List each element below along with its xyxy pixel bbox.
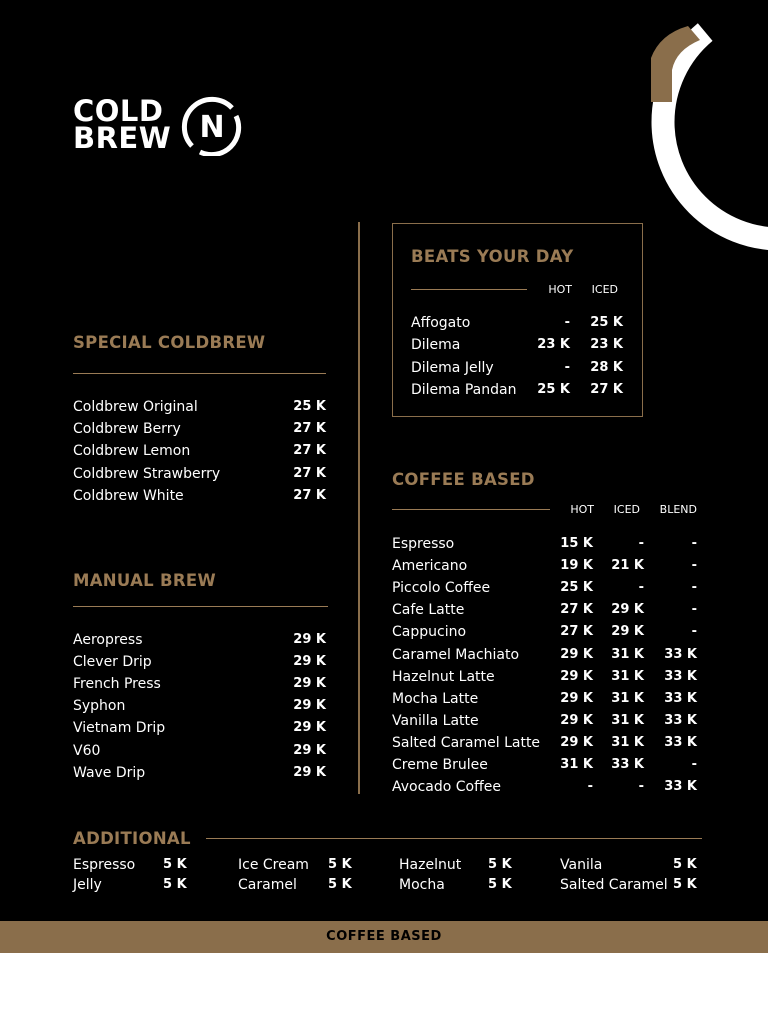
menu-item-price-iced: 28 K [590,359,623,375]
additional-item [399,875,512,895]
menu-item-name: Hazelnut Latte [392,668,495,685]
menu-item-row [392,755,697,775]
additional-item-name: Vanila [560,857,603,873]
beats-col-hot: HOT [548,283,572,296]
column-divider [358,222,360,794]
menu-item-row [392,777,697,797]
menu-item-row [73,741,326,761]
menu-item-price-hot: 29 K [560,734,593,750]
additional-item-name: Caramel [238,877,297,893]
menu-item-price-hot: 29 K [560,712,593,728]
manual-brew-heading: MANUAL BREW [73,571,216,590]
menu-item-price-iced: - [638,580,644,596]
additional-item-name: Jelly [73,877,102,893]
menu-item-price-hot: 29 K [560,646,593,662]
menu-item-price-blend: 33 K [664,734,697,750]
menu-item-price-iced: 29 K [611,624,644,640]
menu-item-name: Syphon [73,698,126,715]
menu-item-row [73,486,326,506]
menu-item-price-price: 29 K [293,654,326,670]
menu-item-name: Clever Drip [73,654,152,671]
menu-item-row [73,630,326,650]
menu-item-price-iced: - [638,536,644,551]
menu-item-price-hot: 31 K [560,757,593,772]
menu-item-price-hot: 27 K [560,624,593,640]
footer-bar: COFFEE BASED [0,921,768,953]
menu-item-name: Aeropress [73,632,143,648]
menu-item-row [411,358,623,378]
additional-item-name: Hazelnut [399,857,462,873]
menu-item-row [73,763,326,783]
additional-item-price: 5 K [488,857,512,872]
additional-item [73,855,187,875]
menu-item-price-hot: 29 K [560,690,593,706]
additional-item [238,875,352,895]
menu-item-row [392,711,697,731]
menu-item-price-price: 29 K [293,632,326,647]
additional-item-name: Salted Caramel [560,877,668,893]
menu-item-price-hot: - [587,779,593,795]
coffee-based-heading: COFFEE BASED [392,470,535,489]
menu-item-price-iced: 27 K [590,381,623,397]
additional-item [73,875,187,895]
menu-item-price-iced: 31 K [611,712,644,728]
menu-item-price-iced: 23 K [590,337,623,353]
additional-item-price: 5 K [673,857,697,872]
menu-item-row [73,696,326,716]
menu-item-price-price: 29 K [293,742,326,758]
additional-item [399,855,512,875]
menu-item-price-price: 25 K [293,399,326,414]
menu-item-price-iced: 33 K [611,757,644,772]
coffee-col-iced: ICED [613,503,640,516]
menu-item-name: Coldbrew Lemon [73,443,191,460]
menu-item-price-blend: 33 K [664,690,697,706]
additional-item [238,855,352,875]
menu-item-name: Creme Brulee [392,757,488,773]
manual-brew-rule [73,606,328,607]
menu-item-row [411,313,623,333]
menu-item-price-iced: - [638,779,644,795]
menu-item-price-iced: 29 K [611,602,644,618]
menu-item-price-hot: 25 K [560,580,593,596]
special-coldbrew-heading: SPECIAL COLDBREW [73,333,266,352]
menu-item-row [411,335,623,355]
menu-item-price-iced: 25 K [590,315,623,330]
menu-item-price-hot: 23 K [537,337,570,353]
additional-item-price: 5 K [163,877,187,892]
menu-item-name: V60 [73,742,101,759]
menu-item-name: Espresso [392,536,455,552]
coffee-col-blend: BLEND [659,503,697,516]
additional-rule [206,838,702,839]
menu-item-row [392,622,697,642]
menu-item-row [392,689,697,709]
additional-item [560,855,697,875]
menu-item-price-blend: - [691,602,697,618]
menu-item-name: Cappucino [392,624,467,641]
menu-item-price-price: 29 K [293,720,326,736]
beats-col-iced: ICED [591,283,618,296]
additional-item-name: Espresso [73,857,136,873]
menu-item-name: Coldbrew Original [73,399,198,415]
menu-item-price-iced: 21 K [611,558,644,574]
menu-item-row [73,464,326,484]
additional-item-name: Mocha [399,877,445,893]
logo-badge-letter: N [199,110,225,145]
menu-item-row [73,397,326,417]
coffee-col-hot: HOT [570,503,594,516]
menu-item-price-blend: - [691,558,697,574]
additional-item-price: 5 K [328,877,352,892]
menu-item-price-iced: 31 K [611,690,644,706]
menu-item-price-price: 27 K [293,443,326,459]
menu-item-price-blend: 33 K [664,712,697,728]
menu-item-name: Wave Drip [73,764,146,781]
menu-item-price-blend: 33 K [664,779,697,795]
menu-item-row [392,600,697,620]
menu-item-price-blend: - [691,624,697,640]
menu-item-row [392,733,697,753]
beats-your-day-heading: BEATS YOUR DAY [411,247,574,266]
menu-item-price-price: 27 K [293,487,326,503]
menu-item-name: Mocha Latte [392,690,479,707]
menu-item-name: French Press [73,676,161,693]
menu-item-price-hot: - [564,359,570,375]
additional-item-name: Ice Cream [238,857,309,873]
menu-item-price-iced: 31 K [611,646,644,662]
menu-item-price-blend: - [691,536,697,551]
menu-item-row [73,674,326,694]
menu-item-row [411,380,623,400]
menu-item-name: Coldbrew Strawberry [73,465,221,482]
additional-item [560,875,697,895]
beats-your-day-rule [411,289,527,290]
menu-item-price-price: 27 K [293,465,326,481]
menu-item-price-blend: - [691,757,697,772]
menu-item-row [392,556,697,576]
logo-n-badge-icon [180,96,244,156]
additional-item-price: 5 K [673,877,697,892]
menu-item-price-iced: 31 K [611,668,644,684]
menu-item-price-blend: 33 K [664,668,697,684]
menu-item-row [392,534,697,554]
menu-item-name: Vietnam Drip [73,720,166,737]
menu-item-price-iced: 31 K [611,734,644,750]
menu-item-name: Cafe Latte [392,602,465,619]
menu-item-row [73,652,326,672]
menu-item-row [392,578,697,598]
menu-item-price-hot: 15 K [560,536,593,551]
menu-item-name: Avocado Coffee [392,779,501,796]
menu-item-name: Caramel Machiato [392,646,520,663]
menu-item-name: Americano [392,558,468,575]
menu-item-price-price: 29 K [293,698,326,714]
menu-item-row [73,441,326,461]
menu-item-name: Dilema Jelly [411,359,494,376]
logo-word-top: COLD [73,94,164,128]
menu-item-name: Coldbrew Berry [73,421,181,438]
coffee-based-rule [392,509,550,510]
menu-item-price-hot: - [564,315,570,330]
menu-item-price-price: 29 K [293,764,326,780]
menu-item-price-hot: 19 K [560,558,593,574]
menu-item-name: Salted Caramel Latte [392,734,541,751]
brand-logo [73,94,225,155]
menu-item-price-hot: 27 K [560,602,593,618]
menu-item-price-hot: 25 K [537,381,570,397]
menu-item-row [392,667,697,687]
additional-item-price: 5 K [163,857,187,872]
menu-item-price-price: 27 K [293,421,326,437]
menu-item-row [392,645,697,665]
logo-word-bottom: BREW [73,121,172,155]
menu-item-name: Dilema [411,337,461,354]
special-coldbrew-rule [73,373,326,374]
menu-item-price-hot: 29 K [560,668,593,684]
menu-item-price-blend: - [691,580,697,596]
additional-heading: ADDITIONAL [73,829,191,848]
menu-item-price-price: 29 K [293,676,326,692]
menu-item-name: Dilema Pandan [411,381,517,398]
menu-item-row [73,718,326,738]
menu-item-name: Vanilla Latte [392,712,479,729]
menu-item-row [73,419,326,439]
menu-item-name: Piccolo Coffee [392,580,491,597]
menu-item-name: Affogato [411,315,471,331]
additional-item-price: 5 K [328,857,352,872]
additional-item-price: 5 K [488,877,512,892]
menu-item-price-blend: 33 K [664,646,697,662]
menu-item-name: Coldbrew White [73,487,184,504]
